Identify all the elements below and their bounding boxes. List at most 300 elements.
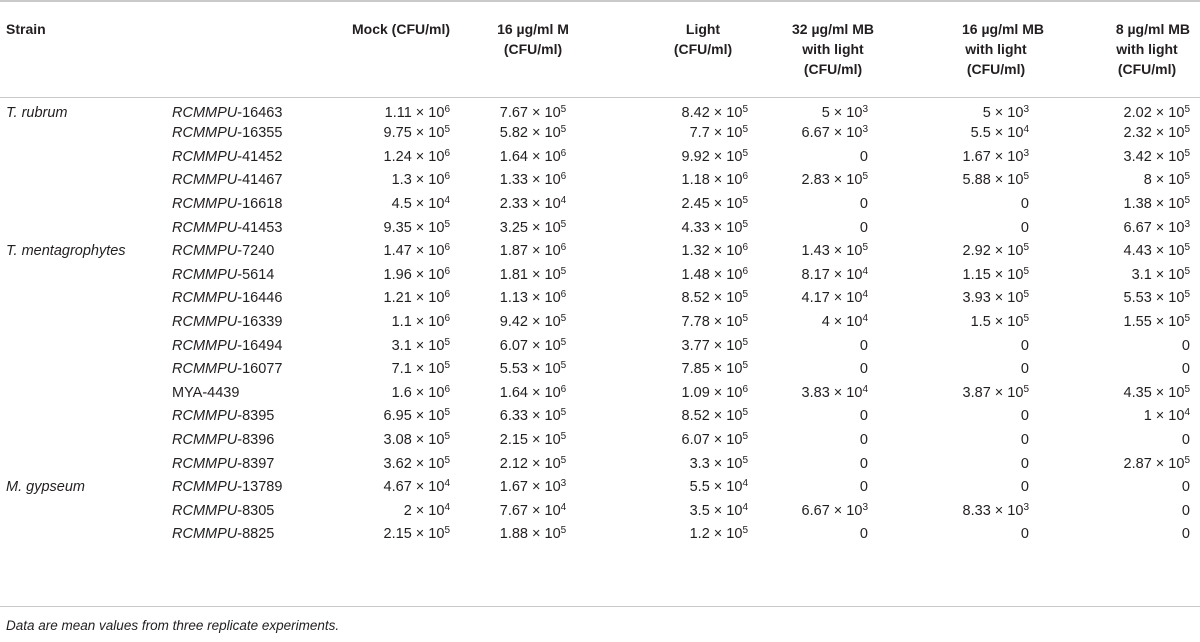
value-exponent: 5 [560,313,567,325]
value-cell-mock [310,169,458,193]
times-sign: × 10 [528,361,561,378]
strain-cell [172,452,310,476]
times-sign: × 10 [528,314,561,331]
value-mantissa: 0 [859,526,868,543]
value-mantissa: 7.67 [499,104,528,121]
table-row [0,381,1200,405]
header-mb16 [908,1,1054,97]
value-cell-mb16 [908,381,1054,405]
strain-number: -13789 [237,479,283,496]
value-cell-m16 [458,239,608,263]
value-mantissa: 6.67 [801,502,830,519]
value-cell-m16 [458,216,608,240]
times-sign: × 10 [829,125,863,142]
table-row [0,145,1200,169]
value-exponent: 3 [862,103,868,115]
table-row [0,192,1200,216]
times-sign: × 10 [829,266,863,283]
times-sign: × 10 [990,243,1024,260]
value-mantissa: 6.67 [1123,219,1152,236]
strain-prefix: RCMMPU [172,172,238,189]
value-cell-mock [310,405,458,429]
times-sign: × 10 [411,172,445,189]
value-exponent: 6 [444,289,450,301]
strain-number: -16339 [237,314,283,331]
strain-number: -41453 [237,219,283,236]
value-mantissa: 1.48 [681,266,710,283]
value-cell-mb32 [758,452,908,476]
value-mantissa: 2.87 [1123,455,1152,472]
strain-prefix: RCMMPU [172,455,238,472]
strain-prefix: RCMMPU [172,148,238,165]
value-exponent: 5 [1023,242,1029,254]
value-exponent: 5 [1023,265,1029,277]
species-cell [0,287,172,311]
value-cell-m16 [458,475,608,499]
table-row [0,263,1200,287]
times-sign: × 10 [528,479,561,496]
value-exponent: 5 [1023,383,1029,395]
table-body [0,97,1200,546]
times-sign: × 10 [990,290,1024,307]
times-sign: × 10 [990,125,1024,142]
times-sign: × 10 [411,290,445,307]
times-sign: × 10 [709,219,743,236]
times-sign: × 10 [709,196,743,213]
value-mantissa: 1.33 [499,172,528,189]
value-mantissa: 0 [859,479,868,496]
value-exponent: 5 [560,454,567,466]
value-mantissa: 6.07 [499,337,528,354]
value-mantissa: 3.93 [962,290,991,307]
value-cell-mb32 [758,287,908,311]
times-sign: × 10 [528,219,561,236]
value-exponent: 5 [560,525,567,537]
value-exponent: 3 [1184,218,1190,230]
value-mantissa: 0 [1181,526,1190,543]
value-exponent: 6 [444,171,450,183]
value-exponent: 5 [862,171,868,183]
times-sign: × 10 [528,384,561,401]
table-footnote: Data are mean values from three replicate experiments. [6,618,340,633]
value-cell-mock [310,475,458,499]
value-mantissa: 5 [821,104,830,121]
strain-cell [172,405,310,429]
times-sign: × 10 [990,172,1024,189]
value-cell-light [608,381,758,405]
value-exponent: 5 [444,407,450,419]
value-cell-light [608,192,758,216]
header-m16 [458,1,608,97]
value-mantissa: 4.67 [383,479,412,496]
value-exponent: 5 [742,407,748,419]
value-cell-m16 [458,334,608,358]
value-mantissa: 1.87 [499,243,528,260]
times-sign: × 10 [829,314,863,331]
value-cell-mock [310,263,458,287]
value-cell-light [608,334,758,358]
table-row [0,97,1200,122]
value-cell-mock [310,499,458,523]
times-sign: × 10 [1151,104,1185,121]
value-mantissa: 1.1 [391,314,412,331]
value-mantissa: 1.38 [1123,196,1152,213]
value-cell-m16 [458,428,608,452]
value-mantissa: 4.35 [1123,384,1152,401]
value-exponent: 5 [560,124,567,136]
value-cell-light [608,239,758,263]
value-exponent: 5 [1184,383,1190,395]
value-cell-mb32 [758,122,908,146]
value-exponent: 5 [742,336,748,348]
strain-prefix: RCMMPU [172,266,238,283]
times-sign: × 10 [829,502,863,519]
value-cell-m16 [458,287,608,311]
times-sign: × 10 [1151,219,1185,236]
value-mantissa: 1.5 [970,314,991,331]
value-cell-mb32 [758,475,908,499]
value-cell-mock [310,334,458,358]
strain-cell [172,381,310,405]
times-sign: × 10 [709,337,743,354]
strain-cell [172,145,310,169]
value-exponent: 6 [560,242,567,254]
strain-prefix: RCMMPU [172,219,238,236]
value-mantissa: 0 [859,361,868,378]
value-exponent: 5 [1184,195,1190,207]
value-mantissa: 5.53 [499,361,528,378]
strain-number: -8395 [237,408,275,425]
strain-prefix: RCMMPU [172,196,238,213]
times-sign: × 10 [528,432,561,449]
value-cell-mock [310,192,458,216]
header-mb8-line2: with light [1116,41,1178,57]
value-cell-mb16 [908,122,1054,146]
value-mantissa: 0 [1181,432,1190,449]
value-mantissa: 1.67 [499,479,528,496]
value-cell-mb16 [908,405,1054,429]
value-cell-mock [310,122,458,146]
value-exponent: 5 [742,103,748,115]
value-mantissa: 5.5 [689,479,710,496]
bottom-rule [0,606,1200,607]
value-cell-mb32 [758,523,908,547]
times-sign: × 10 [709,526,743,543]
value-exponent: 5 [742,431,748,443]
value-mantissa: 0 [859,455,868,472]
value-exponent: 5 [560,103,567,115]
value-exponent: 6 [560,289,567,301]
strain-cell [172,287,310,311]
value-cell-mb32 [758,169,908,193]
times-sign: × 10 [528,243,561,260]
strain-cell [172,334,310,358]
value-cell-mb8 [1054,475,1200,499]
strain-prefix: RCMMPU [172,290,238,307]
species-cell [0,216,172,240]
times-sign: × 10 [829,172,863,189]
value-mantissa: 8.33 [962,502,991,519]
strain-number: MYA-4439 [172,384,240,401]
value-cell-mb16 [908,428,1054,452]
value-exponent: 4 [444,501,450,513]
value-mantissa: 2.15 [383,526,412,543]
value-exponent: 5 [560,265,567,277]
header-mb16-line1: 16 µg/ml MB [962,21,1044,37]
value-exponent: 5 [742,195,748,207]
value-mantissa: 8.52 [681,408,710,425]
header-blank [172,1,310,97]
species-cell: T. mentagrophytes [6,243,126,260]
value-cell-light [608,523,758,547]
times-sign: × 10 [990,502,1024,519]
value-exponent: 3 [1023,147,1029,159]
header-mb8 [1054,1,1200,97]
value-mantissa: 8 [1143,172,1152,189]
value-mantissa: 0 [1020,408,1029,425]
value-mantissa: 3.08 [383,432,412,449]
value-cell-m16 [458,452,608,476]
value-mantissa: 0 [1020,337,1029,354]
strain-cell [172,523,310,547]
value-cell-mock [310,216,458,240]
value-cell-light [608,475,758,499]
value-cell-mb8 [1054,169,1200,193]
value-cell-mb32 [758,357,908,381]
value-exponent: 6 [444,103,450,115]
times-sign: × 10 [528,172,561,189]
value-mantissa: 0 [859,337,868,354]
strain-cell [172,499,310,523]
times-sign: × 10 [411,479,445,496]
strain-cell [172,310,310,334]
value-mantissa: 2.32 [1123,125,1152,142]
value-exponent: 6 [444,313,450,325]
species-cell [0,405,172,429]
value-cell-mb8 [1054,216,1200,240]
value-cell-mock [310,97,458,122]
times-sign: × 10 [1151,455,1185,472]
value-cell-mock [310,523,458,547]
times-sign: × 10 [990,104,1024,121]
value-cell-m16 [458,145,608,169]
times-sign: × 10 [990,266,1024,283]
value-mantissa: 1.24 [383,148,412,165]
times-sign: × 10 [829,243,863,260]
value-cell-mock [310,145,458,169]
header-light [608,1,758,97]
value-mantissa: 3.25 [499,219,528,236]
value-exponent: 6 [444,383,450,395]
times-sign: × 10 [411,266,445,283]
times-sign: × 10 [829,104,863,121]
strain-number: -8397 [237,455,275,472]
value-cell-m16 [458,192,608,216]
value-cell-mb8 [1054,97,1200,122]
times-sign: × 10 [1151,314,1185,331]
value-exponent: 6 [560,383,567,395]
strain-number: -8305 [237,502,275,519]
value-cell-light [608,216,758,240]
value-cell-m16 [458,381,608,405]
value-mantissa: 1.11 [384,104,412,121]
value-cell-mock [310,310,458,334]
value-exponent: 6 [444,265,450,277]
times-sign: × 10 [528,502,561,519]
times-sign: × 10 [1151,290,1185,307]
strain-number: -8825 [237,526,275,543]
times-sign: × 10 [411,526,445,543]
header-m16-line2: (CFU/ml) [503,41,563,57]
times-sign: × 10 [990,148,1024,165]
value-cell-mb8 [1054,357,1200,381]
value-mantissa: 3.87 [962,384,991,401]
value-cell-m16 [458,263,608,287]
value-cell-mb8 [1054,499,1200,523]
value-exponent: 5 [560,407,567,419]
value-cell-mb16 [908,357,1054,381]
strain-cell [172,475,310,499]
species-cell [0,145,172,169]
header-row [0,1,1200,97]
value-mantissa: 4.33 [681,219,710,236]
value-mantissa: 1.64 [499,148,528,165]
value-mantissa: 0 [1020,479,1029,496]
times-sign: × 10 [1151,172,1185,189]
times-sign: × 10 [829,290,863,307]
value-mantissa: 3.1 [1131,266,1152,283]
table-row [0,499,1200,523]
value-exponent: 4 [742,501,748,513]
value-mantissa: 0 [1020,432,1029,449]
times-sign: × 10 [411,196,445,213]
value-cell-m16 [458,499,608,523]
strain-number: -16446 [237,290,283,307]
value-mantissa: 9.92 [681,148,710,165]
times-sign: × 10 [528,125,561,142]
strain-cell [172,122,310,146]
value-exponent: 5 [560,218,567,230]
times-sign: × 10 [709,314,743,331]
value-exponent: 6 [742,242,748,254]
value-mantissa: 0 [1020,219,1029,236]
strain-prefix: RCMMPU [172,104,238,121]
header-mock: Mock (CFU/ml) [310,1,458,97]
times-sign: × 10 [1151,125,1185,142]
value-cell-m16 [458,97,608,122]
value-cell-mb16 [908,239,1054,263]
value-mantissa: 1.81 [499,266,528,283]
value-exponent: 5 [444,525,450,537]
value-exponent: 5 [1184,171,1190,183]
value-exponent: 4 [862,313,868,325]
times-sign: × 10 [528,408,561,425]
strain-prefix: RCMMPU [172,408,238,425]
times-sign: × 10 [709,266,743,283]
times-sign: × 10 [411,432,445,449]
value-exponent: 5 [444,218,450,230]
value-mantissa: 2.12 [499,455,528,472]
value-mantissa: 6.33 [499,408,528,425]
value-cell-mock [310,239,458,263]
times-sign: × 10 [709,479,743,496]
value-cell-mb16 [908,310,1054,334]
value-exponent: 5 [742,124,748,136]
value-exponent: 5 [1184,454,1190,466]
value-cell-mb8 [1054,334,1200,358]
species-cell [0,381,172,405]
table-row [0,452,1200,476]
value-mantissa: 0 [859,432,868,449]
value-cell-light [608,405,758,429]
table-row [0,523,1200,547]
value-mantissa: 2.83 [801,172,830,189]
value-cell-mb16 [908,169,1054,193]
table-row [0,216,1200,240]
value-exponent: 3 [1023,103,1029,115]
value-cell-mb8 [1054,145,1200,169]
value-exponent: 6 [560,171,567,183]
value-cell-m16 [458,405,608,429]
value-cell-mock [310,428,458,452]
value-mantissa: 3.3 [689,455,710,472]
strain-cell [172,428,310,452]
value-exponent: 5 [1023,171,1029,183]
value-mantissa: 0 [1020,455,1029,472]
value-exponent: 4 [742,478,748,490]
value-cell-mb8 [1054,523,1200,547]
value-exponent: 5 [1023,313,1029,325]
value-cell-m16 [458,310,608,334]
value-exponent: 4 [560,501,567,513]
value-mantissa: 0 [1181,479,1190,496]
value-mantissa: 8.42 [681,104,710,121]
times-sign: × 10 [1151,266,1185,283]
value-mantissa: 2.33 [499,196,528,213]
value-mantissa: 1.21 [383,290,412,307]
value-mantissa: 2.02 [1123,104,1152,121]
value-mantissa: 1.18 [681,172,710,189]
times-sign: × 10 [528,455,561,472]
value-mantissa: 0 [859,408,868,425]
value-cell-mb16 [908,145,1054,169]
value-mantissa: 4 [821,314,830,331]
times-sign: × 10 [709,290,743,307]
value-cell-mb16 [908,216,1054,240]
species-cell [0,122,172,146]
value-exponent: 5 [1184,124,1190,136]
strain-prefix: RCMMPU [172,337,238,354]
value-exponent: 4 [1184,407,1190,419]
value-cell-mb16 [908,263,1054,287]
table-row [0,287,1200,311]
value-exponent: 6 [444,242,450,254]
times-sign: × 10 [829,384,863,401]
table-row [0,405,1200,429]
value-cell-mock [310,452,458,476]
strain-prefix: RCMMPU [172,502,238,519]
strain-prefix: RCMMPU [172,125,238,142]
value-mantissa: 7.1 [391,361,412,378]
value-exponent: 3 [862,124,868,136]
value-cell-mb16 [908,287,1054,311]
header-mb32 [758,1,908,97]
value-cell-light [608,97,758,122]
times-sign: × 10 [411,219,445,236]
value-cell-mb16 [908,499,1054,523]
value-cell-mb16 [908,523,1054,547]
value-cell-light [608,310,758,334]
